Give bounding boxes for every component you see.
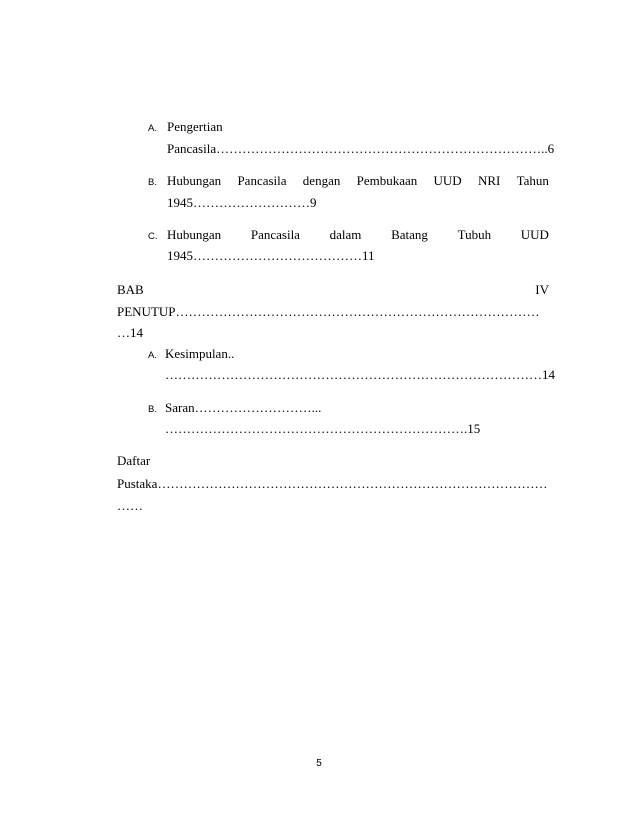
item-b-word: Pembukaan	[356, 173, 418, 188]
kesimpulan-marker: A.	[148, 350, 157, 361]
item-a-marker: A.	[148, 123, 157, 134]
item-b-word: Pancasila	[237, 173, 287, 188]
item-b-entry: 1945………………………9	[167, 195, 317, 210]
item-b-word: Hubungan	[167, 173, 222, 188]
bab-heading	[117, 282, 549, 298]
item-c-word: dalam	[329, 227, 362, 242]
item-c-word: Tubuh	[457, 227, 492, 242]
item-c-word: Hubungan	[167, 227, 222, 242]
item-a-entry: Pancasila…………………………………………………………………..6	[167, 141, 555, 156]
item-c-word: UUD	[520, 227, 549, 242]
item-c-word: Batang	[391, 227, 428, 242]
item-b-word: dengan	[302, 173, 341, 188]
page-number: 5	[316, 758, 322, 769]
item-b-marker: B.	[148, 177, 157, 188]
saran-entry: …………………………………………………………….15	[165, 421, 481, 436]
saran-marker: B.	[148, 404, 157, 415]
item-b-title	[167, 173, 549, 189]
item-b-word: UUD	[433, 173, 462, 188]
bab-word: IV	[535, 282, 549, 297]
kesimpulan-title: Kesimpulan..	[165, 346, 235, 361]
daftar-page: ……	[117, 498, 143, 513]
item-c-entry: 1945…………………………………11	[167, 248, 375, 263]
bab-entry: PENUTUP…………………………………………………………………………	[117, 304, 540, 319]
daftar-entry: Pustaka………………………………………………………………………………	[117, 476, 548, 491]
bab-word: BAB	[117, 282, 144, 297]
bab-page: …14	[117, 325, 143, 340]
item-a-title: Pengertian	[167, 119, 223, 134]
item-c-word: Pancasila	[250, 227, 300, 242]
daftar-title: Daftar	[117, 453, 151, 468]
item-c-marker: C.	[148, 231, 158, 242]
item-b-word: Tahun	[516, 173, 549, 188]
saran-title: Saran………………………...	[165, 400, 322, 415]
item-b-word: NRI	[477, 173, 501, 188]
item-c-title	[167, 227, 549, 243]
kesimpulan-entry: ……………………………………………………………………………14	[165, 367, 555, 382]
